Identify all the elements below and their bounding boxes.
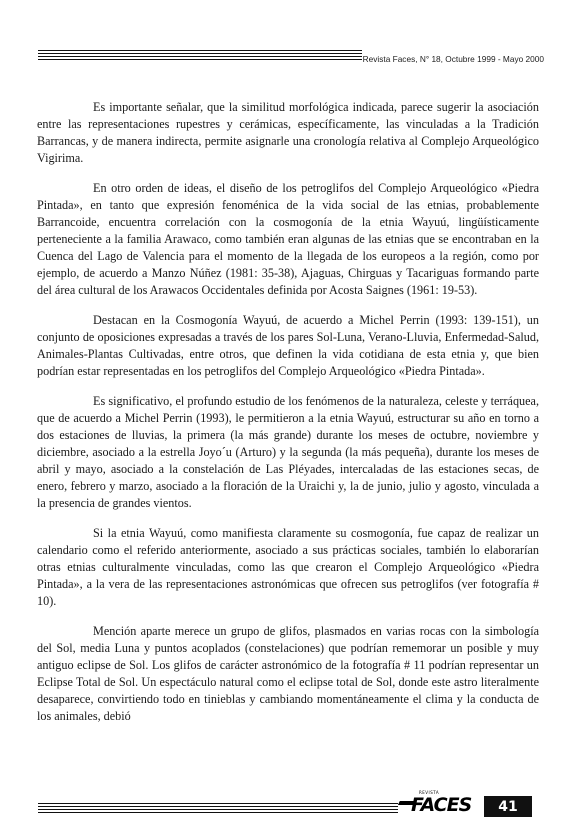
paragraph-3: Destacan en la Cosmogonía Wayuú, de acuerdo a Michel Perrin (1993: 139-151), un conjunto de oposiciones expresadas a través de los pares Sol-Luna, Verano-Lluvia, Enfermedad-Salud, Animales-Plantas Cultivadas, entre otros, que definen la vida cotidiana de esta etnia y, que bien podrían estar representadas en los petroglifos del Complejo Arqueológico «Piedra Pintada». bbox=[37, 313, 539, 378]
footer-rule-lines bbox=[38, 803, 398, 815]
header-rule-lines bbox=[38, 50, 362, 62]
logo-text: FACES bbox=[411, 794, 472, 816]
logo-small-text: REVISTA bbox=[419, 790, 440, 795]
article-body bbox=[37, 99, 539, 738]
faces-logo bbox=[397, 790, 479, 817]
running-header: Revista Faces, N° 18, Octubre 1999 - Mayo 2000 bbox=[362, 54, 544, 64]
paragraph-6: Mención aparte merece un grupo de glifos, plasmados en varias rocas con la simbología del Sol, media Luna y puntos acoplados (constelaciones) que podrían rememorar un posible y muy antiguo eclipse de Sol. Los glifos de carácter astronómico de la fotografía # 11 podrían representar un Eclipse Total de Sol. Un espectáculo natural como el eclipse total de Sol, donde este astro literalmente desaparece, convirtiendo todo en tinieblas y cambiando momentáneamente el clima y la conducta de los animales, debió bbox=[37, 624, 539, 723]
paragraph-1: Es importante señalar, que la similitud morfológica indicada, parece sugerir la asociación entre las representaciones rupestres y cerámicas, específicamente, las vinculadas a la Tradición Barrancas, y de manera indirecta, permite asignarle una cronología relativa al Complejo Arqueológico Vigirima. bbox=[37, 100, 539, 165]
page-number: 41 bbox=[484, 796, 532, 817]
paragraph-2: En otro orden de ideas, el diseño de los petroglifos del Complejo Arqueológico «Piedra Pintada», en tanto que expresión fenoménica de la vida social de las etnias, probablemente Barrancoide, encuentra correlación con la cosmogonía de la etnia Wayuú, lingüísticamente perteneciente a la familia Arawaco, como también eran algunas de las etnias que se encontraban en la Cuenca del Lago de Valencia para el momento de la llegada de los europeos a la región, como por ejemplo, de acuerdo a Manzo Núñez (1981: 35-38), Ajaguas, Chirguas y Tacariguas formando parte del área cultural de los Arawacos Occidentales definida por Acosta Saignes (1961: 19-53). bbox=[37, 181, 539, 297]
paragraph-5: Si la etnia Wayuú, como manifiesta claramente su cosmogonía, fue capaz de realizar un calendario como el referido anteriormente, asociado a sus prácticas sociales, también lo elaborarían otras etnias culturalmente vinculadas, como las que crearon el Complejo Arqueológico «Piedra Pintada», a la vera de las representaciones astronómicas que ofrecen sus petroglifos (ver fotografía # 10). bbox=[37, 526, 539, 608]
paragraph-4: Es significativo, el profundo estudio de los fenómenos de la naturaleza, celeste y terráquea, que de acuerdo a Michel Perrin (1993), le permitieron a la etnia Wayuú, estructurar su año en torno a dos estaciones de lluvias, la primera (la más grande) durante los meses de octubre, noviembre y diciembre, asociado a la estrella Joyo´u (Arturo) y la segunda (la más pequeña), durante los meses de abril y mayo, asociado a la constelación de Las Pléyades, intercaladas de las estaciones secas, de enero, febrero y marzo, asociado a la floración de la Uraichi y, la de junio, julio y agosto, vinculada a la presencia de grandes vientos. bbox=[37, 394, 539, 510]
